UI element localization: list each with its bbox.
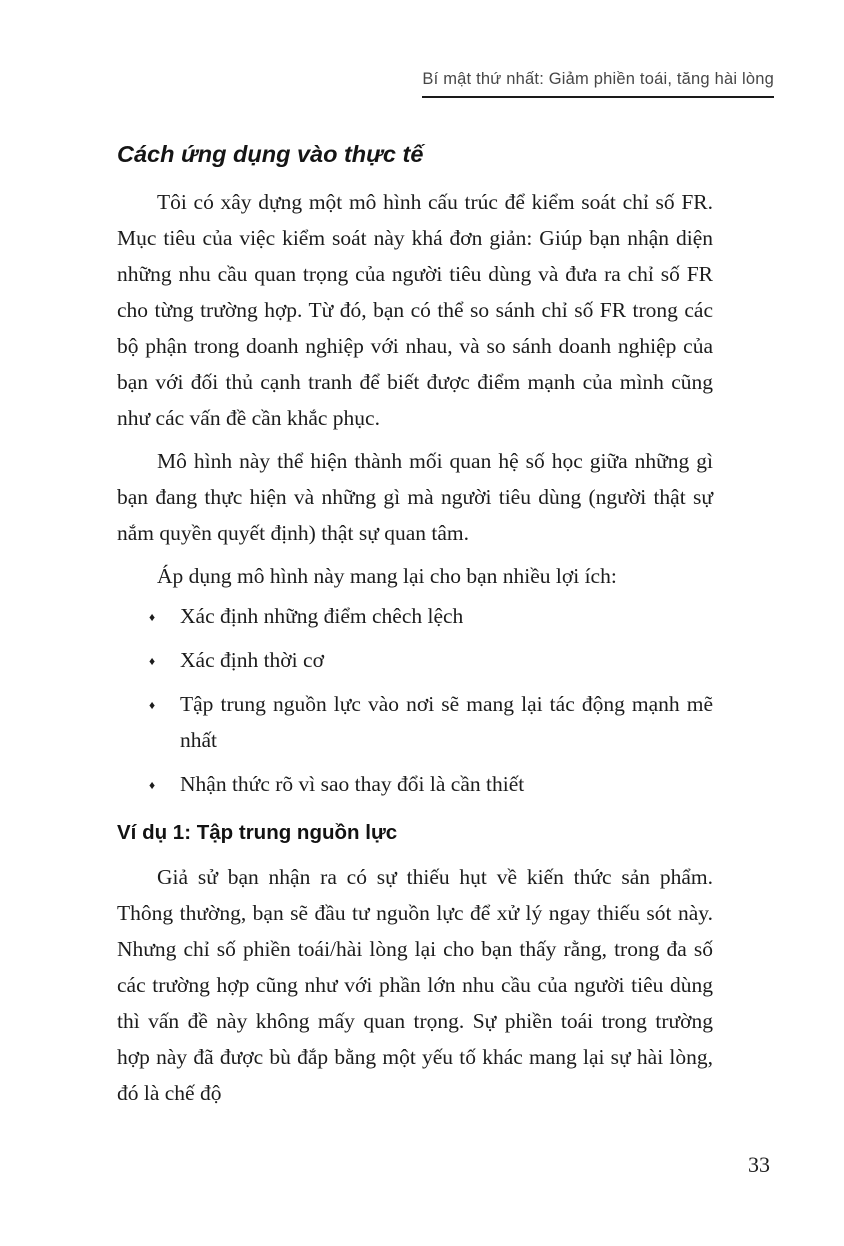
bullet-text: Xác định thời cơ [180, 648, 324, 672]
diamond-bullet-icon: ♦ [149, 610, 156, 624]
paragraph-model-intro: Tôi có xây dựng một mô hình cấu trúc để kiểm soát chỉ số FR. Mục tiêu của việc kiểm soát này khá đơn giản: Giúp bạn nhận diện những nhu cầu quan trọng của người tiêu dùng và đưa ra chỉ số FR cho từng trường hợp. Từ đó, bạn có thể so sánh chỉ số FR trong các bộ phận trong doanh nghiệp với nhau, và so sánh doanh nghiệp của bạn với đối thủ cạnh tranh để biết được điểm mạnh của mình cũng như các vấn đề cần khắc phục. [117, 190, 713, 430]
bullet-text: Tập trung nguồn lực vào nơi sẽ mang lại tác động mạnh mẽ nhất [180, 692, 713, 752]
bullet-text: Nhận thức rõ vì sao thay đổi là cần thiết [180, 772, 525, 796]
list-item [117, 598, 713, 634]
page-text-block [117, 140, 713, 1118]
list-item [117, 642, 713, 678]
page-number: 33 [748, 1152, 770, 1177]
section-heading: Cách ứng dụng vào thực tế [117, 141, 424, 167]
diamond-bullet-icon: ♦ [149, 778, 156, 792]
benefits-bullet-list [117, 598, 713, 802]
example-heading: Ví dụ 1: Tập trung nguồn lực [117, 821, 398, 844]
list-item [117, 686, 713, 758]
paragraph-model-relationship: Mô hình này thể hiện thành mối quan hệ số học giữa những gì bạn đang thực hiện và những gì mà người tiêu dùng (người thật sự nắm quyền quyết định) thật sự quan tâm. [117, 449, 713, 545]
bullet-text: Xác định những điểm chêch lệch [180, 604, 464, 628]
paragraph-benefits-intro: Áp dụng mô hình này mang lại cho bạn nhiều lợi ích: [157, 564, 617, 588]
paragraph-example: Giả sử bạn nhận ra có sự thiếu hụt về kiến thức sản phẩm. Thông thường, bạn sẽ đầu tư nguồn lực để xử lý ngay thiếu sót này. Nhưng chỉ số phiền toái/hài lòng lại cho bạn thấy rằng, trong đa số các trường hợp cũng như với phần lớn nhu cầu của người tiêu dùng thì vấn đề này không mấy quan trọng. Sự phiền toái trong trường hợp này đã được bù đắp bằng một yếu tố khác mang lại sự hài lòng, đó là chế độ [117, 865, 713, 1105]
running-header [422, 70, 774, 98]
diamond-bullet-icon: ♦ [149, 654, 156, 668]
running-header-text: Bí mật thứ nhất: Giảm phiền toái, tăng hài lòng [422, 70, 774, 98]
list-item [117, 766, 713, 802]
diamond-bullet-icon: ♦ [149, 698, 156, 712]
